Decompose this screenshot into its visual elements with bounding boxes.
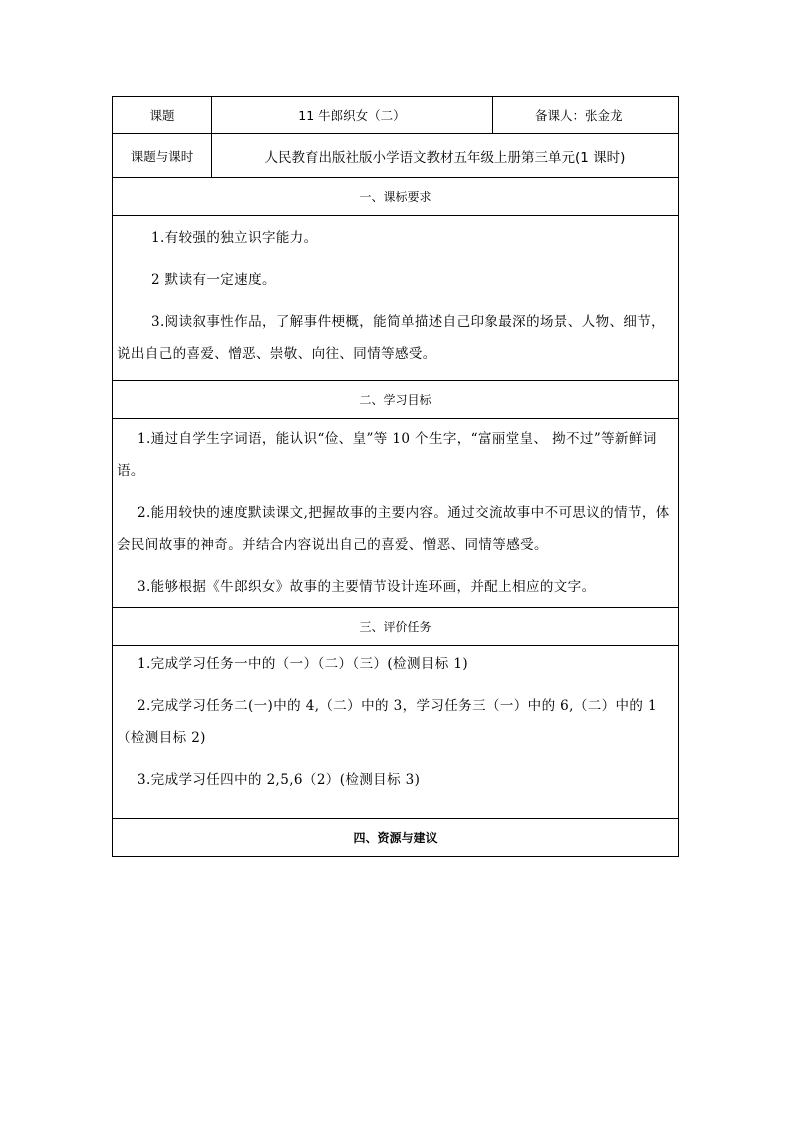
requirement-item: 2 默读有一定速度。 (151, 272, 276, 288)
course-value: 人民教育出版社版小学语文教材五年级上册第三单元(1 课时) (212, 134, 679, 178)
requirements-body-row (113, 216, 679, 381)
course-label: 课题与课时 (113, 134, 212, 178)
header-row (113, 97, 679, 134)
tasks-body (113, 646, 679, 819)
task-item: 1.完成学习任务一中的（一）（二）（三）(检测目标 1) (137, 656, 468, 672)
requirements-title-row (113, 178, 679, 216)
goal-item: 2.能用较快的速度默读课文,把握故事的主要内容。通过交流故事中不可思议的情节，体会民间故事的神奇。并结合内容说出自己的喜爱、憎恶、同情等感受。 (117, 505, 670, 553)
tasks-title-row (113, 608, 679, 646)
section-title-goals: 二、学习目标 (113, 381, 679, 419)
tasks-body-row (113, 646, 679, 819)
task-item: 3.完成学习任四中的 2,5,6（2）(检测目标 3) (137, 772, 421, 788)
lesson-plan-table (112, 96, 679, 857)
section-title-requirements: 一、课标要求 (113, 178, 679, 216)
requirements-body (113, 216, 679, 381)
requirement-item: 3.阅读叙事性作品，了解事件梗概，能简单描述自己印象最深的场景、人物、细节，说出自己的喜爱、憎恶、崇敬、向往、同情等感受。 (117, 314, 666, 362)
requirement-item: 1.有较强的独立识字能力。 (151, 230, 318, 246)
goals-body (113, 419, 679, 608)
resources-title-row (113, 819, 679, 857)
goal-item: 1.通过自学生字词语，能认识“俭、皇”等 10 个生字，“富丽堂皇、 拗不过”等新鲜词语。 (117, 431, 657, 479)
section-title-tasks: 三、评价任务 (113, 608, 679, 646)
subject-label: 课题 (113, 97, 212, 134)
preparer: 备课人：张金龙 (493, 97, 679, 134)
section-title-resources: 四、资源与建议 (113, 819, 679, 857)
goals-title-row (113, 381, 679, 419)
course-row (113, 134, 679, 178)
goals-body-row (113, 419, 679, 608)
subject-value: 11 牛郎织女（二） (212, 97, 493, 134)
goal-item: 3.能够根据《牛郎织女》故事的主要情节设计连环画，并配上相应的文字。 (137, 579, 596, 595)
task-item: 2.完成学习任务二(一)中的 4,（二）中的 3，学习任务三（一）中的 6,（二）中的 1（检测目标 2) (117, 698, 658, 746)
